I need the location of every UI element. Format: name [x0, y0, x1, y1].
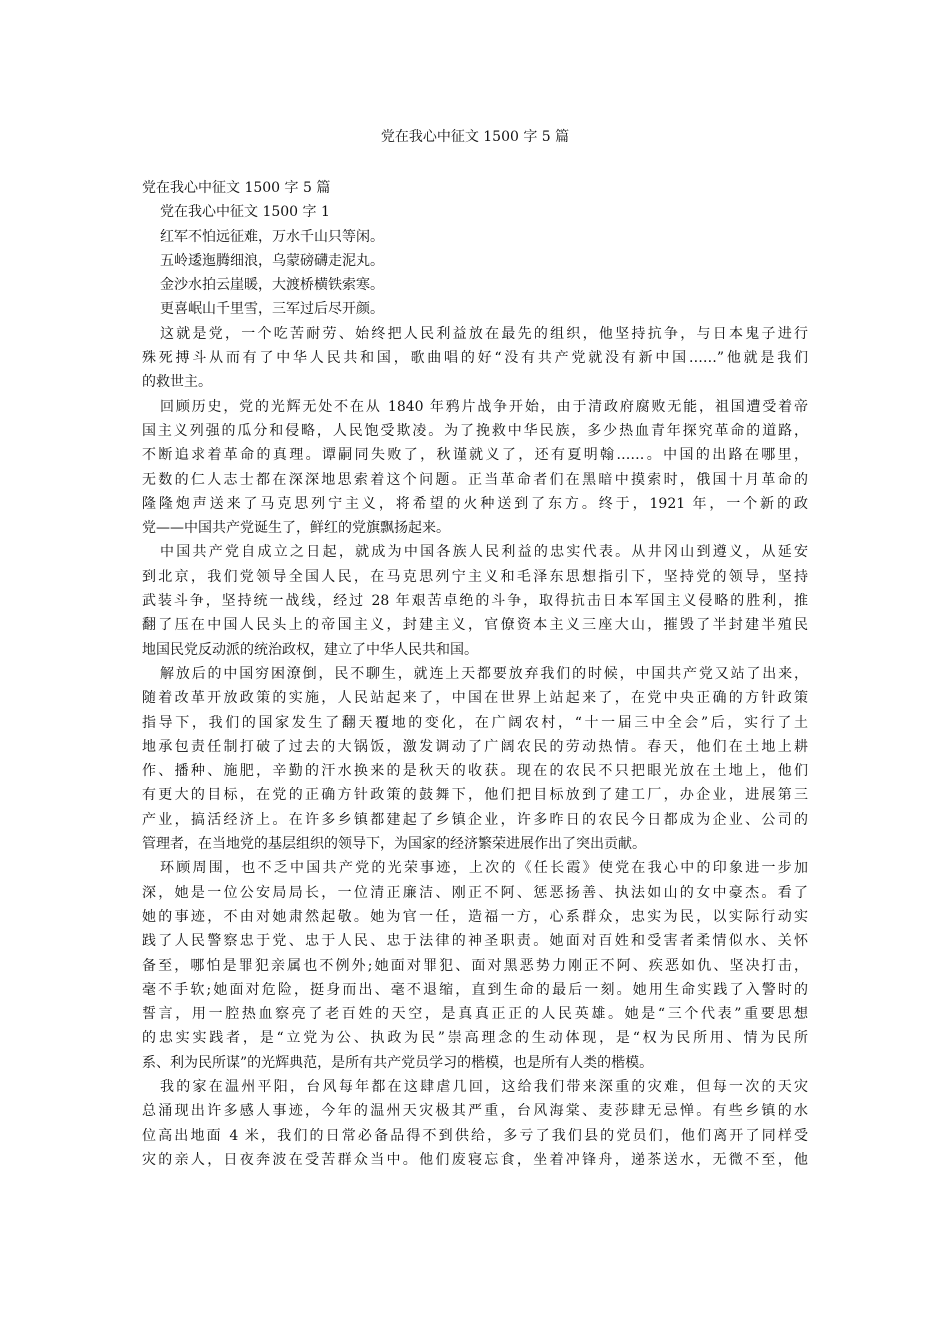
text-line: 党在我心中征文 1500 字 1: [160, 204, 330, 221]
text-line: 她的事迹，不由对她肃然起敬。她为官一任，造福一方，心系群众，忠实为民，以实际行动实: [142, 908, 808, 925]
text-line: 到北京，我们党领导全国人民，在马克思列宁主义和毛泽东思想指引下，坚持党的领导，坚持: [142, 568, 808, 585]
document-body: [142, 176, 808, 1172]
text-line: 的忠实实践者，是“立党为公、执政为民”崇高理念的生动体现，是“权为民所用、情为民所: [142, 1030, 808, 1047]
text-line: 五岭逶迤腾细浪，乌蒙磅礴走泥丸。: [160, 252, 384, 269]
text-line: 殊死搏斗从而有了中华人民共和国，歌曲唱的好“没有共产党就没有新中国……”他就是我们: [142, 350, 808, 367]
text-line: 践了人民警察忠于党、忠于人民、忠于法律的神圣职责。她面对百姓和受害者柔情似水、关怀: [142, 933, 808, 950]
text-line: 系、利为民所谋”的光辉典范，是所有共产党员学习的楷模，也是所有人类的楷模。: [142, 1054, 654, 1071]
text-line: 地承包责任制打破了过去的大锅饭，激发调动了广阔农民的劳动热情。春天，他们在土地上耕: [142, 738, 808, 755]
text-line: 备至，哪怕是罪犯亲属也不例外;她面对罪犯、面对黑恶势力刚正不阿、疾恶如仇、坚决打击，: [142, 957, 808, 974]
text-line: 的救世主。: [142, 374, 212, 391]
text-line: 武装斗争，坚持统一战线，经过 28 年艰苦卓绝的斗争，取得抗击日本军国主义侵略的胜利，推: [142, 593, 808, 610]
text-line: 位高出地面 4 米，我们的日常必备品得不到供给，多亏了我们县的党员们，他们离开了同样受: [142, 1127, 808, 1144]
text-line: 解放后的中国穷困潦倒，民不聊生，就连上天都要放弃我们的时候，中国共产党又站了出来，: [160, 665, 808, 682]
text-line: 隆隆炮声送来了马克思列宁主义，将希望的火种送到了东方。终于，1921 年，一个新的政: [142, 495, 808, 512]
text-line: 无数的仁人志士都在深深地思索着这个问题。正当革命者们在黑暗中摸索时，俄国十月革命的: [142, 471, 808, 488]
text-line: 回顾历史，党的光辉无处不在从 1840 年鸦片战争开始，由于清政府腐败无能，祖国遭受着帝: [160, 398, 808, 415]
text-line: 党在我心中征文 1500 字 5 篇: [142, 180, 331, 196]
document-title: 党在我心中征文 1500 字 5 篇: [380, 129, 570, 145]
text-line: 国主义列强的瓜分和侵略，人民饱受欺凌。为了挽救中华民族，多少热血青年探究革命的道路，: [142, 422, 808, 439]
text-line: 党——中国共产党诞生了，鲜红的党旗飘扬起来。: [142, 520, 450, 537]
text-line: 地国民党反动派的统治政权，建立了中华人民共和国。: [142, 641, 478, 658]
text-line: 我的家在温州平阳，台风每年都在这肆虐几回，这给我们带来深重的灾难，但每一次的天灾: [160, 1078, 808, 1095]
text-line: 深，她是一位公安局局长，一位清正廉洁、刚正不阿、惩恶扬善、执法如山的女中豪杰。看了: [142, 884, 808, 901]
text-line: 产业，搞活经济上。在许多乡镇都建起了乡镇企业，许多昨日的农民今日都成为企业、公司的: [142, 811, 808, 828]
text-line: 中国共产党自成立之日起，就成为中国各族人民利益的忠实代表。从井冈山到遵义，从延安: [160, 544, 808, 561]
text-line: 作、播种、施肥，辛勤的汗水换来的是秋天的收获。现在的农民不只把眼光放在土地上，他们: [142, 763, 808, 780]
text-line: 红军不怕远征难，万水千山只等闲。: [160, 228, 384, 245]
text-line: 毫不手软;她面对危险，挺身而出、毫不退缩，直到生命的最后一刻。她用生命实践了入警时的: [142, 981, 808, 998]
text-line: 誓言，用一腔热血察亮了老百姓的天空，是真真正正的人民英雄。她是“三个代表”重要思想: [142, 1006, 808, 1023]
text-line: 金沙水拍云崖暖，大渡桥横铁索寒。: [160, 277, 384, 294]
text-line: 灾的亲人，日夜奔波在受苦群众当中。他们废寝忘食，坐着冲锋舟，递茶送水，无微不至，他: [142, 1151, 808, 1168]
text-line: 不断追求着革命的真理。谭嗣同失败了，秋谨就义了，还有夏明翰……。中国的出路在哪里，: [142, 447, 808, 464]
text-line: 指导下，我们的国家发生了翻天覆地的变化，在广阔农村，“十一届三中全会”后，实行了土: [142, 714, 808, 731]
text-line: 随着改革开放政策的实施，人民站起来了，中国在世界上站起来了，在党中央正确的方针政策: [142, 690, 808, 707]
text-line: 有更大的目标，在党的正确方针政策的鼓舞下，他们把目标放到了建工厂，办企业，进展第三: [142, 787, 808, 804]
text-line: 翻了压在中国人民头上的帝国主义，封建主义，官僚资本主义三座大山，摧毁了半封建半殖民: [142, 617, 808, 634]
text-line: 这就是党，一个吃苦耐劳、始终把人民利益放在最先的组织，他坚持抗争，与日本鬼子进行: [160, 325, 808, 342]
text-line: 总涌现出许多感人事迹，今年的温州天灾极其严重，台风海棠、麦莎肆无忌惮。有些乡镇的水: [142, 1103, 808, 1120]
text-line: 环顾周围，也不乏中国共产党的光荣事迹，上次的《任长霞》使党在我心中的印象进一步加: [160, 860, 808, 877]
text-line: 更喜岷山千里雪，三军过后尽开颜。: [160, 301, 384, 318]
text-line: 管理者，在当地党的基层组织的领导下，为国家的经济繁荣进展作出了突出贡献。: [142, 836, 646, 853]
